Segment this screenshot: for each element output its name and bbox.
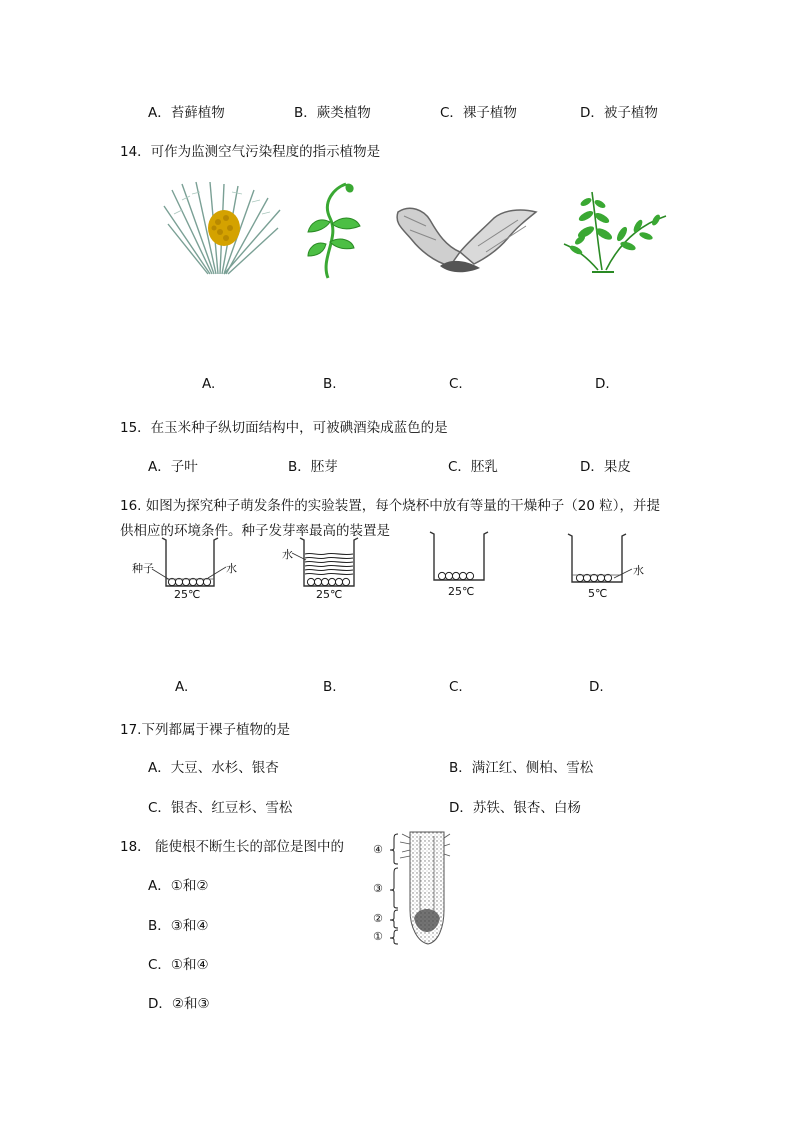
q18-figure-label-3: ③ xyxy=(373,882,383,895)
q16-stem-line1: 16. 如图为探究种子萌发条件的实验装置，每个烧杯中放有等量的干燥种子（20 粒），并提 xyxy=(120,498,660,514)
q17-stem: 17.下列都属于裸子植物的是 xyxy=(120,722,290,738)
q16-label-seed: 种子 xyxy=(132,562,154,575)
q16-water-pointer-a xyxy=(208,566,228,580)
q16-beaker-c xyxy=(428,530,490,586)
q13-option-a[interactable]: A．苔藓植物 xyxy=(148,105,225,121)
q14-option-c[interactable]: C. xyxy=(449,376,463,392)
q16-water-pointer-d xyxy=(614,568,634,580)
q16-beaker-b xyxy=(298,536,360,592)
q18-option-b[interactable]: B．③和④ xyxy=(148,918,209,934)
q14-figure-d-fern-icon xyxy=(562,186,670,274)
q18-figure-label-1: ① xyxy=(373,930,383,943)
q18-option-a[interactable]: A．①和② xyxy=(148,878,209,894)
q17-option-b[interactable]: B．满江红、侧柏、雪松 xyxy=(449,760,594,776)
q16-option-d[interactable]: D. xyxy=(589,679,604,695)
q14-figure-b-seedling-icon xyxy=(300,178,370,280)
q16-temp-b: 25℃ xyxy=(316,588,343,601)
q17-option-d[interactable]: D．苏铁、银杏、白杨 xyxy=(449,800,581,816)
q16-option-a[interactable]: A. xyxy=(175,679,189,695)
q16-temp-a: 25℃ xyxy=(174,588,201,601)
q13-option-b[interactable]: B．蕨类植物 xyxy=(294,105,371,121)
q14-stem: 14．可作为监测空气污染程度的指示植物是 xyxy=(120,144,381,160)
q16-temp-d: 5℃ xyxy=(588,587,608,600)
q14-figure-a-moss-icon xyxy=(162,180,284,276)
q16-label-water-a: 水 xyxy=(226,562,237,575)
q16-seed-pointer xyxy=(152,568,172,582)
q15-option-c[interactable]: C．胚乳 xyxy=(448,459,498,475)
q15-stem: 15．在玉米种子纵切面结构中，可被碘酒染成蓝色的是 xyxy=(120,420,448,436)
q18-option-c[interactable]: C．①和④ xyxy=(148,957,209,973)
q16-label-water-b: 水 xyxy=(282,548,293,561)
q16-option-c[interactable]: C. xyxy=(449,679,463,695)
q16-stem-line2: 供相应的环境条件。种子发芽率最高的装置是 xyxy=(120,523,390,539)
q16-beaker-a xyxy=(160,536,220,592)
q14-option-b[interactable]: B. xyxy=(323,376,337,392)
q15-option-d[interactable]: D．果皮 xyxy=(580,459,631,475)
q18-root-tip-figure xyxy=(388,832,450,948)
q15-option-a[interactable]: A．子叶 xyxy=(148,459,198,475)
q13-option-c[interactable]: C．裸子植物 xyxy=(440,105,517,121)
q18-option-d[interactable]: D．②和③ xyxy=(148,996,210,1012)
q14-figure-c-lichen-icon xyxy=(390,200,540,280)
q17-option-a[interactable]: A．大豆、水杉、银杏 xyxy=(148,760,279,776)
q16-temp-c: 25℃ xyxy=(448,585,475,598)
q18-figure-label-2: ② xyxy=(373,912,383,925)
q14-option-a[interactable]: A. xyxy=(202,376,216,392)
q18-figure-label-4: ④ xyxy=(373,843,383,856)
q16-option-b[interactable]: B. xyxy=(323,679,337,695)
q15-option-b[interactable]: B．胚芽 xyxy=(288,459,338,475)
q18-stem: 18． 能使根不断生长的部位是图中的 xyxy=(120,839,344,855)
q14-option-d[interactable]: D. xyxy=(595,376,610,392)
q17-option-c[interactable]: C．银杏、红豆杉、雪松 xyxy=(148,800,293,816)
q16-label-water-d: 水 xyxy=(633,564,644,577)
q16-water-pointer-b xyxy=(292,552,308,562)
q13-option-d[interactable]: D．被子植物 xyxy=(580,105,658,121)
